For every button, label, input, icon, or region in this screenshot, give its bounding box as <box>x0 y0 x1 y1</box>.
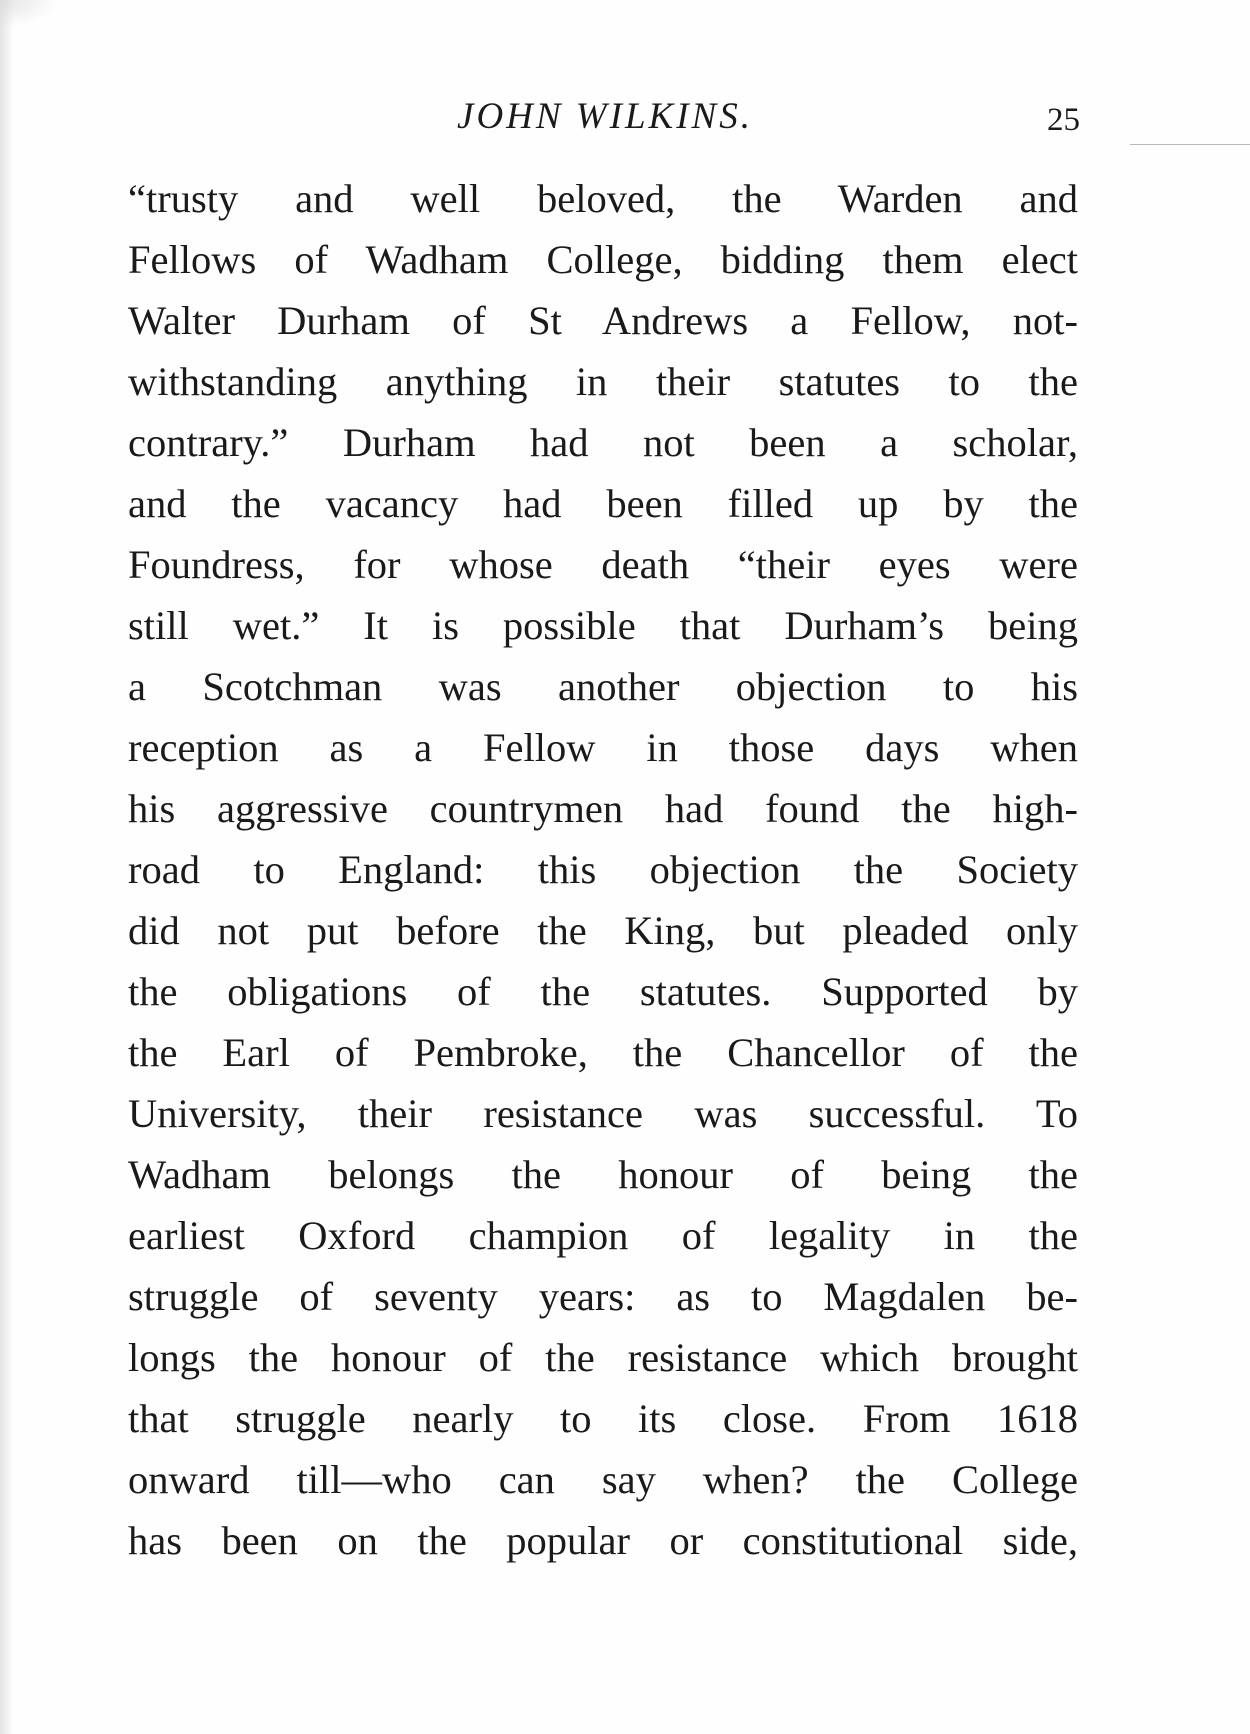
text-line: a Scotchman was another objection to his <box>128 664 1078 709</box>
text-line: struggle of seventy years: as to Magdalen be- <box>128 1274 1078 1319</box>
text-line: earliest Oxford champion of legality in the <box>128 1213 1078 1258</box>
running-head <box>130 92 1080 142</box>
scan-gutter-shadow <box>0 0 14 1734</box>
text-line: road to England: this objection the Society <box>128 847 1078 892</box>
text-line: Wadham belongs the honour of being the <box>128 1152 1078 1197</box>
text-line: withstanding anything in their statutes to the <box>128 359 1078 404</box>
text-line: still wet.” It is possible that Durham’s being <box>128 603 1078 648</box>
text-line: longs the honour of the resistance which brought <box>128 1335 1078 1380</box>
text-line: that struggle nearly to its close. From 1618 <box>128 1396 1078 1441</box>
body-text <box>128 168 1078 1571</box>
page-number: 25 <box>1047 102 1080 138</box>
text-line: the obligations of the statutes. Supported by <box>128 969 1078 1014</box>
scan-corner-mark <box>0 0 60 28</box>
text-line: Walter Durham of St Andrews a Fellow, not- <box>128 298 1078 343</box>
text-line: onward till—who can say when? the College <box>128 1457 1078 1502</box>
text-line: “trusty and well beloved, the Warden and <box>128 176 1078 221</box>
text-line: his aggressive countrymen had found the high- <box>128 786 1078 831</box>
text-line: Fellows of Wadham College, bidding them elect <box>128 237 1078 282</box>
edge-rule <box>1130 144 1250 145</box>
text-line: did not put before the King, but pleaded only <box>128 908 1078 953</box>
text-line: has been on the popular or constitutional side, <box>128 1518 1078 1563</box>
running-title: JOHN WILKINS. <box>457 96 753 137</box>
text-line: University, their resistance was successful. To <box>128 1091 1078 1136</box>
text-line: reception as a Fellow in those days when <box>128 725 1078 770</box>
text-line: the Earl of Pembroke, the Chancellor of the <box>128 1030 1078 1075</box>
text-line: contrary.” Durham had not been a scholar, <box>128 420 1078 465</box>
text-line: Foundress, for whose death “their eyes were <box>128 542 1078 587</box>
text-line: and the vacancy had been filled up by the <box>128 481 1078 526</box>
